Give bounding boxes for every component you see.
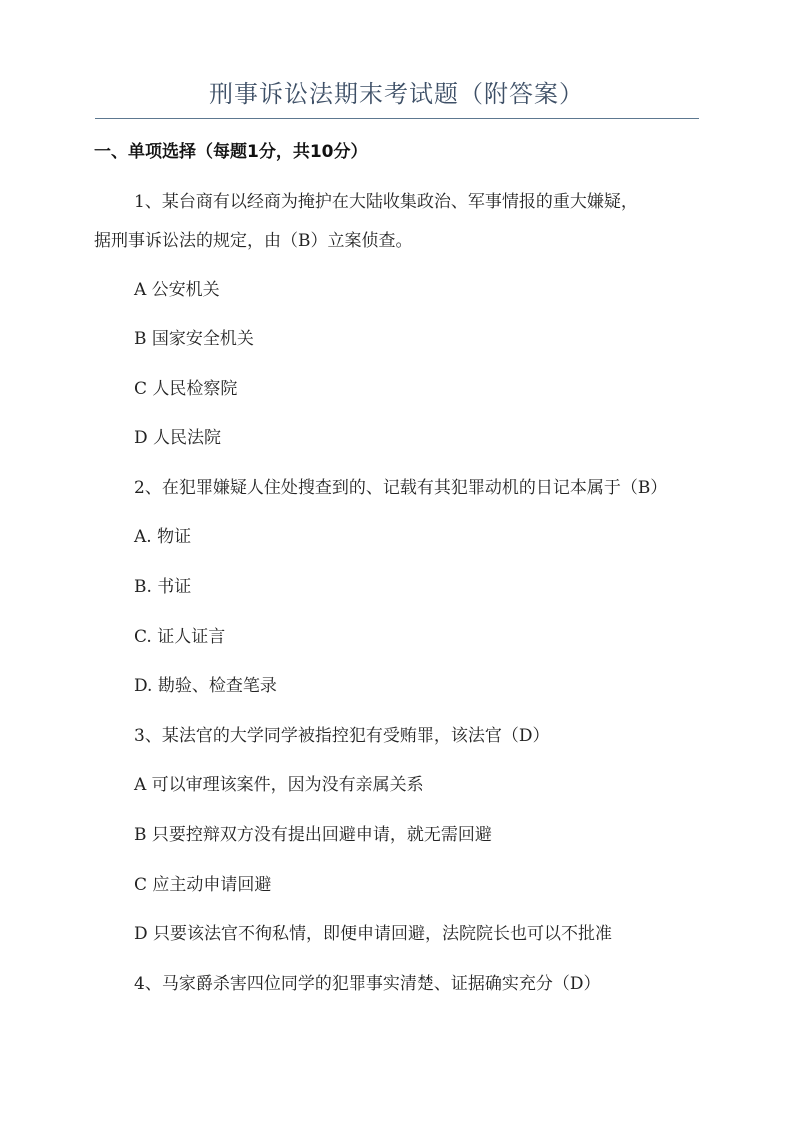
question-3-option-a: A 可以审理该案件，因为没有亲属关系 bbox=[134, 775, 424, 795]
question-3-option-d: D 只要该法官不徇私情，即便申请回避，法院院长也可以不批准 bbox=[134, 924, 613, 944]
question-1-option-b: B 国家安全机关 bbox=[134, 329, 254, 349]
question-1-option-c: C 人民检察院 bbox=[134, 379, 238, 399]
question-2-stem: 2、在犯罪嫌疑人住处搜查到的、记载有其犯罪动机的日记本属于（B） bbox=[134, 478, 668, 498]
question-2-option-c: C. 证人证言 bbox=[134, 627, 226, 647]
question-3-option-c: C 应主动申请回避 bbox=[134, 875, 272, 895]
question-1-option-a: A 公安机关 bbox=[134, 280, 220, 300]
question-1-stem: 1、某台商有以经商为掩护在大陆收集政治、军事情报的重大嫌疑， bbox=[134, 192, 638, 212]
question-1-stem-cont: 据刑事诉讼法的规定，由（B）立案侦查。 bbox=[94, 231, 413, 251]
title-divider bbox=[95, 118, 699, 119]
document-title: 刑事诉讼法期末考试题（附答案） bbox=[209, 80, 584, 108]
question-2-option-a: A. 物证 bbox=[134, 527, 192, 547]
question-3-option-b: B 只要控辩双方没有提出回避申请，就无需回避 bbox=[134, 825, 492, 845]
question-2-option-b: B. 书证 bbox=[134, 577, 192, 597]
question-4-stem: 4、马家爵杀害四位同学的犯罪事实清楚、证据确实充分（D） bbox=[134, 974, 601, 994]
question-3-stem: 3、某法官的大学同学被指控犯有受贿罪，该法官（D） bbox=[134, 726, 550, 746]
section-heading: 一、单项选择（每题1分，共10分） bbox=[94, 142, 368, 162]
question-2-option-d: D. 勘验、检查笔录 bbox=[134, 676, 277, 696]
question-1-option-d: D 人民法院 bbox=[134, 428, 222, 448]
